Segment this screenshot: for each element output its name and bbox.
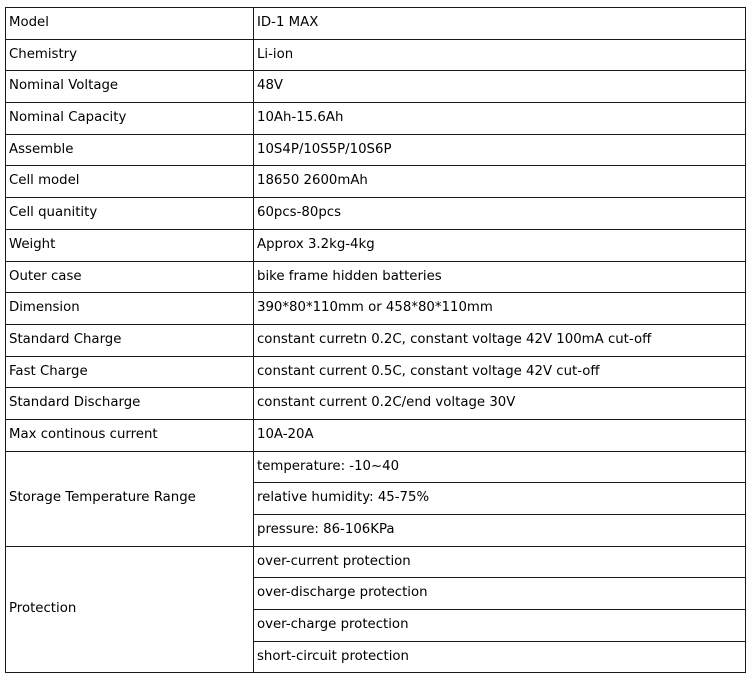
spec-row-nominal-capacity xyxy=(6,103,746,135)
spec-label: Standard Discharge xyxy=(6,388,254,420)
spec-value: temperature: -10~40 xyxy=(254,451,746,483)
spec-row-standard-charge xyxy=(6,324,746,356)
spec-label: Model xyxy=(6,8,254,40)
spec-label: Nominal Voltage xyxy=(6,71,254,103)
spec-row-chemistry xyxy=(6,39,746,71)
spec-value: constant current 0.5C, constant voltage 42V cut-off xyxy=(254,356,746,388)
spec-row-fast-charge xyxy=(6,356,746,388)
spec-label: Nominal Capacity xyxy=(6,103,254,135)
specification-table xyxy=(5,7,746,673)
spec-value: 60pcs-80pcs xyxy=(254,198,746,230)
spec-row-standard-discharge xyxy=(6,388,746,420)
spec-label: Outer case xyxy=(6,261,254,293)
spec-value: over-discharge protection xyxy=(254,578,746,610)
spec-value: constant curretn 0.2C, constant voltage 42V 100mA cut-off xyxy=(254,324,746,356)
spec-label: Chemistry xyxy=(6,39,254,71)
spec-value: Approx 3.2kg-4kg xyxy=(254,229,746,261)
spec-value: 10Ah-15.6Ah xyxy=(254,103,746,135)
spec-value: 390*80*110mm or 458*80*110mm xyxy=(254,293,746,325)
spec-label: Max continous current xyxy=(6,419,254,451)
spec-label: Cell model xyxy=(6,166,254,198)
spec-value: Li-ion xyxy=(254,39,746,71)
spec-value: ID-1 MAX xyxy=(254,8,746,40)
spec-value: 10S4P/10S5P/10S6P xyxy=(254,134,746,166)
spec-label: Cell quanitity xyxy=(6,198,254,230)
spec-value: constant current 0.2C/end voltage 30V xyxy=(254,388,746,420)
spec-label: Weight xyxy=(6,229,254,261)
spec-row-assemble xyxy=(6,134,746,166)
spec-value: short-circuit protection xyxy=(254,641,746,673)
spec-value: over-current protection xyxy=(254,546,746,578)
spec-row-nominal-voltage xyxy=(6,71,746,103)
spec-row-outer-case xyxy=(6,261,746,293)
spec-row-storage-temperature xyxy=(6,451,746,483)
spec-row-dimension xyxy=(6,293,746,325)
spec-row-model xyxy=(6,8,746,40)
spec-row-cell-model xyxy=(6,166,746,198)
spec-row-max-continuous-current xyxy=(6,419,746,451)
spec-row-protection-over-current xyxy=(6,546,746,578)
spec-value: 48V xyxy=(254,71,746,103)
spec-label: Storage Temperature Range xyxy=(6,451,254,546)
spec-value: over-charge protection xyxy=(254,610,746,642)
spec-value: bike frame hidden batteries xyxy=(254,261,746,293)
spec-label: Assemble xyxy=(6,134,254,166)
spec-row-weight xyxy=(6,229,746,261)
spec-label: Fast Charge xyxy=(6,356,254,388)
spec-label: Dimension xyxy=(6,293,254,325)
spec-row-cell-quantity xyxy=(6,198,746,230)
spec-label: Standard Charge xyxy=(6,324,254,356)
spec-value: 18650 2600mAh xyxy=(254,166,746,198)
spec-value: relative humidity: 45-75% xyxy=(254,483,746,515)
spec-value: 10A-20A xyxy=(254,419,746,451)
spec-label: Protection xyxy=(6,546,254,673)
spec-value: pressure: 86-106KPa xyxy=(254,515,746,547)
